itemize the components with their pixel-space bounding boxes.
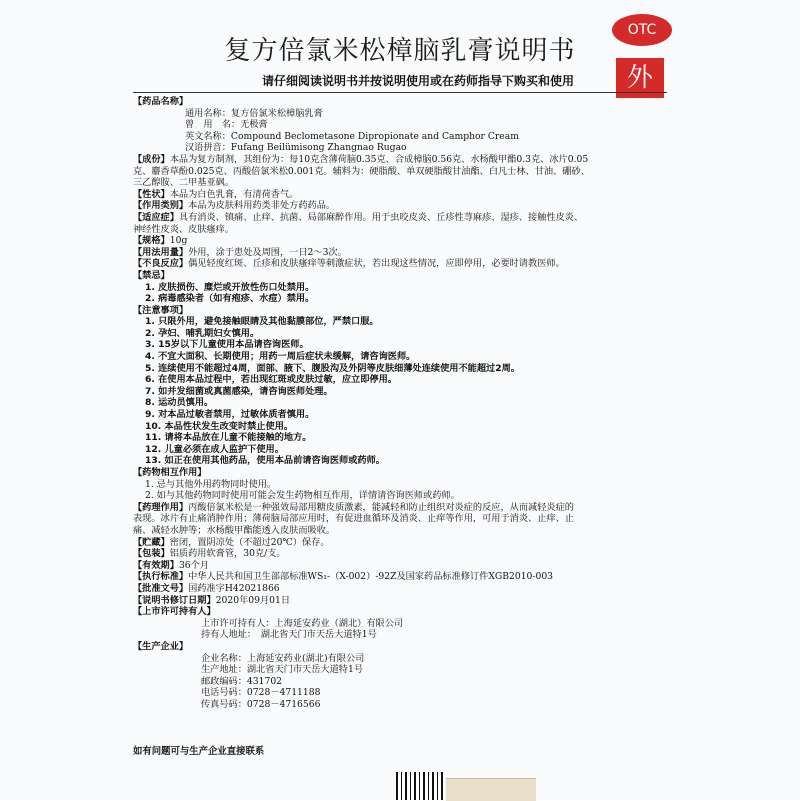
- section-heading-manufacturer: 【生产企业】: [133, 640, 189, 652]
- adverse-text: 偶见轻度红斑、丘疹和皮肤瘙痒等刺激症状，若出现这些情况，应即停用，必要时请教医师。: [188, 258, 565, 270]
- english-name: 英文名称：Compound Beclometasone Dipropionate and Camphor Cream: [185, 130, 519, 142]
- section-heading-license-holder: 【上市许可持有人】: [133, 606, 216, 618]
- ingredients-line: 三乙醇胺、二甲基亚砜。: [133, 177, 235, 189]
- precaution-item: 2. 孕妇、哺乳期妇女慎用。: [145, 327, 260, 339]
- license-holder-name: 上市许可持有人：上海延安药业（湖北）有限公司: [201, 617, 404, 629]
- section-heading-revision: 【说明书修订日期】: [133, 594, 216, 606]
- section-heading-pharmacology: 【药理作用】: [133, 501, 189, 513]
- category-text: 本品为皮肤科用药类非处方药药品。: [188, 200, 336, 212]
- indications-line: 神经性皮炎、皮肤瘙痒。: [133, 223, 235, 235]
- precaution-item: 1. 只限外用，避免接触眼睛及其他黏膜部位，严禁口服。: [145, 316, 379, 328]
- precaution-item: 3. 15岁以下儿童使用本品请咨询医师。: [145, 339, 309, 351]
- leaflet-title: 复方倍氯米松樟脑乳膏说明书: [224, 36, 576, 66]
- precaution-item: 12. 儿童必须在成人监护下使用。: [145, 443, 284, 455]
- precaution-item: 7. 如并发细菌或真菌感染，请咨询医师处理。: [145, 385, 333, 397]
- leaflet-body: [133, 96, 667, 710]
- pinyin-name: 汉语拼音：Fufang Beilümisong Zhangnao Rugao: [185, 142, 407, 154]
- contraindication-item: 2. 病毒感染者（如有疱疹、水痘）禁用。: [145, 293, 315, 305]
- spec-text: 10g: [169, 235, 188, 247]
- precaution-item: 4. 不宜大面积、长期使用；用药一周后症状未缓解，请咨询医师。: [145, 351, 416, 363]
- otc-badge: OTC: [612, 14, 672, 46]
- contact-note: 如有问题可与生产企业直接联系: [133, 746, 265, 757]
- manufacturer-phone: 电话号码：0728－4711188: [201, 687, 321, 699]
- section-heading-storage: 【贮藏】: [133, 536, 170, 548]
- section-heading-category: 【作用类别】: [133, 200, 189, 212]
- precaution-item: 6. 在使用本品过程中，若出现红斑或皮肤过敏，应立即停用。: [145, 374, 397, 386]
- revision-text: 2020年09月01日: [215, 594, 291, 606]
- section-heading-spec: 【规格】: [133, 235, 170, 247]
- approval-text: 国药准字H42021866: [188, 582, 280, 594]
- ingredients-line: 克、麝香草酚0.025克、丙酸倍氯米松0.001克。辅料为：硬脂酸、单双硬脂酸甘油酯、白凡士林、甘油、硼砂、: [133, 165, 590, 177]
- section-heading-indications: 【适应症】: [133, 211, 179, 223]
- storage-text: 密闭，置阴凉处（不超过20℃）保存。: [169, 536, 330, 548]
- section-heading-precautions: 【注意事项】: [133, 304, 189, 316]
- section-heading-appearance: 【性状】: [133, 188, 170, 200]
- interaction-item: 2. 如与其他药物同时使用可能会发生药物相互作用，详情请咨询医师或药师。: [145, 490, 460, 502]
- section-heading-approval: 【批准文号】: [133, 582, 189, 594]
- section-heading-adverse: 【不良反应】: [133, 258, 189, 270]
- pharmacology-line: 表现。冰片有止痛消肿作用；薄荷脑局部应用时，有促进血循环及消炎、止痒等作用，可用于消炎、止痒、止: [133, 513, 574, 525]
- package-edge: [446, 778, 536, 801]
- ingredients-line: 本品为复方制剂，其组份为：每10克含薄荷脑0.35克、合成樟脑0.56克、水杨酸甲酯0.3克、冰片0.05: [169, 153, 589, 165]
- barcode-graphic: [396, 772, 444, 800]
- license-holder-address: 持有人地址： 湖北省天门市天岳大道特1号: [201, 629, 377, 641]
- precaution-item: 8. 运动员慎用。: [145, 397, 214, 409]
- section-heading-dosage: 【用法用量】: [133, 246, 189, 258]
- indications-line: 具有消炎、镇痛、止痒、抗菌、局部麻醉作用。用于虫咬皮炎、丘疹性荨麻疹、湿疹、接触性皮炎、: [178, 211, 584, 223]
- section-heading-contraindications: 【禁忌】: [133, 269, 170, 281]
- section-heading-name: 【药品名称】: [133, 96, 189, 107]
- precaution-item: 10. 本品性状发生改变时禁止使用。: [145, 420, 294, 432]
- former-name: 曾 用 名：无极膏: [185, 119, 268, 131]
- pharmacology-line: 丙酸倍氯米松是一种强效局部用糖皮质激素，能减轻和防止组织对炎症的反应，从而减轻炎症的: [188, 501, 574, 513]
- header-divider: [133, 92, 667, 93]
- manufacturer-company: 企业名称：上海延安药业(湖北)有限公司: [201, 652, 365, 664]
- section-heading-package: 【包装】: [133, 548, 170, 560]
- precaution-item: 9. 对本品过敏者禁用，过敏体质者慎用。: [145, 409, 315, 421]
- manufacturer-postcode: 邮政编码：431702: [201, 675, 283, 687]
- interaction-item: 1. 忌与其他外用药物同时使用。: [145, 478, 277, 490]
- usage-warning: 请仔细阅读说明书并按说明使用或在药师指导下购买和使用: [261, 74, 574, 88]
- common-name: 通用名称：复方倍氯米松樟脑乳膏: [185, 107, 323, 119]
- precaution-item: 5. 连续使用不能超过4周，面部、腋下、腹股沟及外阴等皮肤细薄处连续使用不能超过2周。: [145, 362, 520, 374]
- manufacturer-fax: 传真号码：0728－4716566: [201, 698, 321, 710]
- appearance-text: 本品为白色乳膏，有清荷香气。: [169, 188, 299, 200]
- section-heading-interactions: 【药物相互作用】: [133, 467, 207, 478]
- external-use-badge: 外: [616, 58, 664, 98]
- section-heading-standard: 【执行标准】: [133, 571, 189, 583]
- manufacturer-address: 生产地址：湖北省天门市天岳大道特1号: [201, 664, 364, 676]
- package-text: 铝质药用软膏管，30克/支。: [169, 548, 286, 560]
- precaution-item: 11. 请将本品放在儿童不能接触的地方。: [145, 432, 312, 444]
- section-heading-ingredients: 【成份】: [133, 153, 170, 165]
- validity-text: 36个月: [178, 559, 210, 571]
- pharmacology-line: 痛、减轻水肿等；水杨酸甲酯能透入皮肤而吸收。: [133, 524, 336, 536]
- standard-text: 中华人民共和国卫生部部标准WS₁-（X-002）-92Z及国家药品标准修订件XGB2010-003: [188, 571, 554, 583]
- dosage-text: 外用，涂于患处及周围，一日2～3次。: [188, 246, 347, 258]
- precaution-item: 13. 如正在使用其他药品，使用本品前请咨询医师或药师。: [145, 455, 385, 467]
- contraindication-item: 1. 皮肤损伤、糜烂或开放性伤口处禁用。: [145, 281, 315, 293]
- section-heading-validity: 【有效期】: [133, 559, 179, 571]
